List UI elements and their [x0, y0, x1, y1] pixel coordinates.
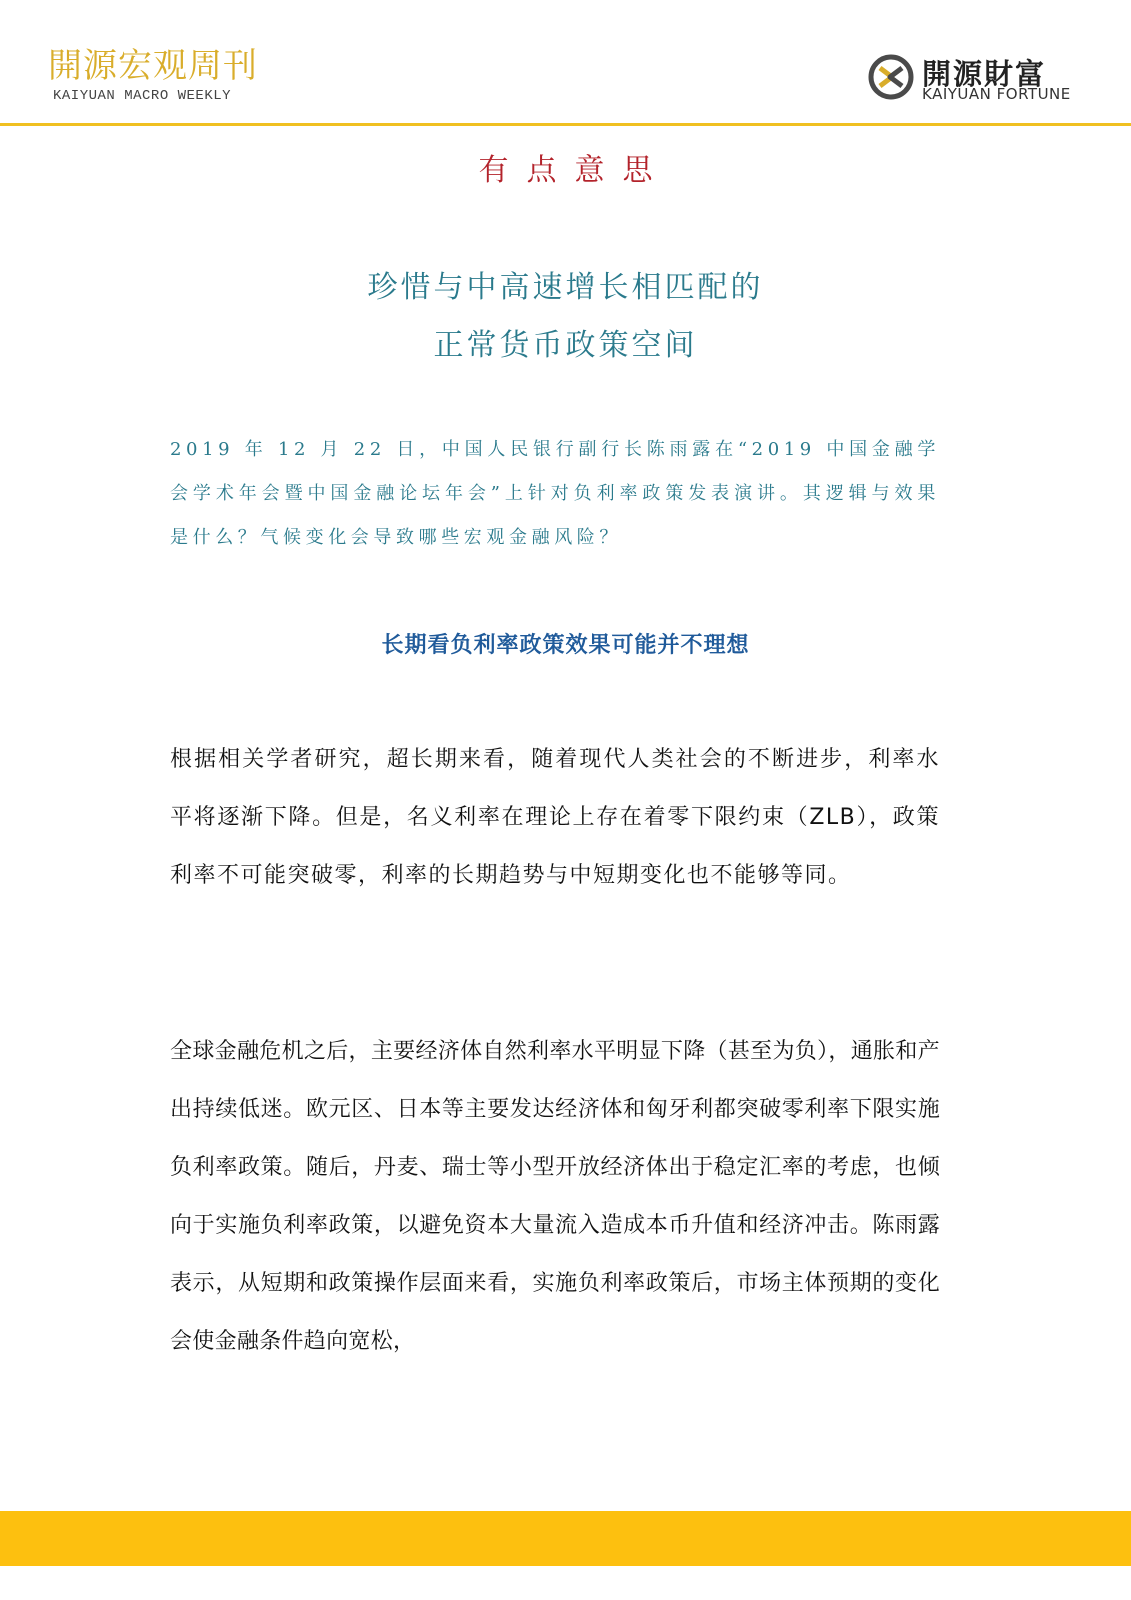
publication-title: 開源宏观周刊: [48, 46, 258, 86]
article-title-line2: 正常货币政策空间: [433, 328, 698, 363]
publication-subtitle: KAIYUAN MACRO WEEKLY: [53, 88, 232, 104]
page-header: [0, 0, 1131, 126]
footer-bar: [0, 1511, 1131, 1566]
body-paragraph-2: 全球金融危机之后，主要经济体自然利率水平明显下降（甚至为负），通胀和产出持续低迷。欧元区、日本等主要发达经济体和匈牙利都突破零利率下限实施负利率政策。随后，丹麦、瑞士等小型开放经济体出于稳定汇率的考虑，也倾向于实施负利率政策，以避免资本大量流入造成本币升值和经济冲击。陈雨露表示，从短期和政策操作层面来看，实施负利率政策后，市场主体预期的变化会使金融条件趋向宽松，: [170, 1039, 940, 1354]
logo-text-en: KAIYUAN FORTUNE: [922, 85, 1071, 103]
column-name: 有点意思: [478, 153, 671, 188]
article-intro: 2019 年 12 月 22 日，中国人民银行副行长陈雨露在“2019 中国金融学会学术年会暨中国金融论坛年会”上针对负利率政策发表演讲。其逻辑与效果是什么？气候变化会导致哪些宏观金融风险？: [170, 439, 940, 548]
kaiyuan-logo-icon: [866, 52, 916, 102]
body-paragraph-1: 根据相关学者研究，超长期来看，随着现代人类社会的不断进步，利率水平将逐渐下降。但是，名义利率在理论上存在着零下限约束（ZLB），政策利率不可能突破零，利率的长期趋势与中短期变化也不能够等同。: [170, 747, 940, 888]
header-divider: [0, 123, 1131, 126]
article-title-line1: 珍惜与中高速增长相匹配的: [367, 270, 764, 305]
section-heading: 长期看负利率政策效果可能并不理想: [381, 633, 750, 658]
logo-text-cn: 開源財富: [922, 57, 1047, 91]
kaiyuan-logo: [866, 52, 1086, 106]
